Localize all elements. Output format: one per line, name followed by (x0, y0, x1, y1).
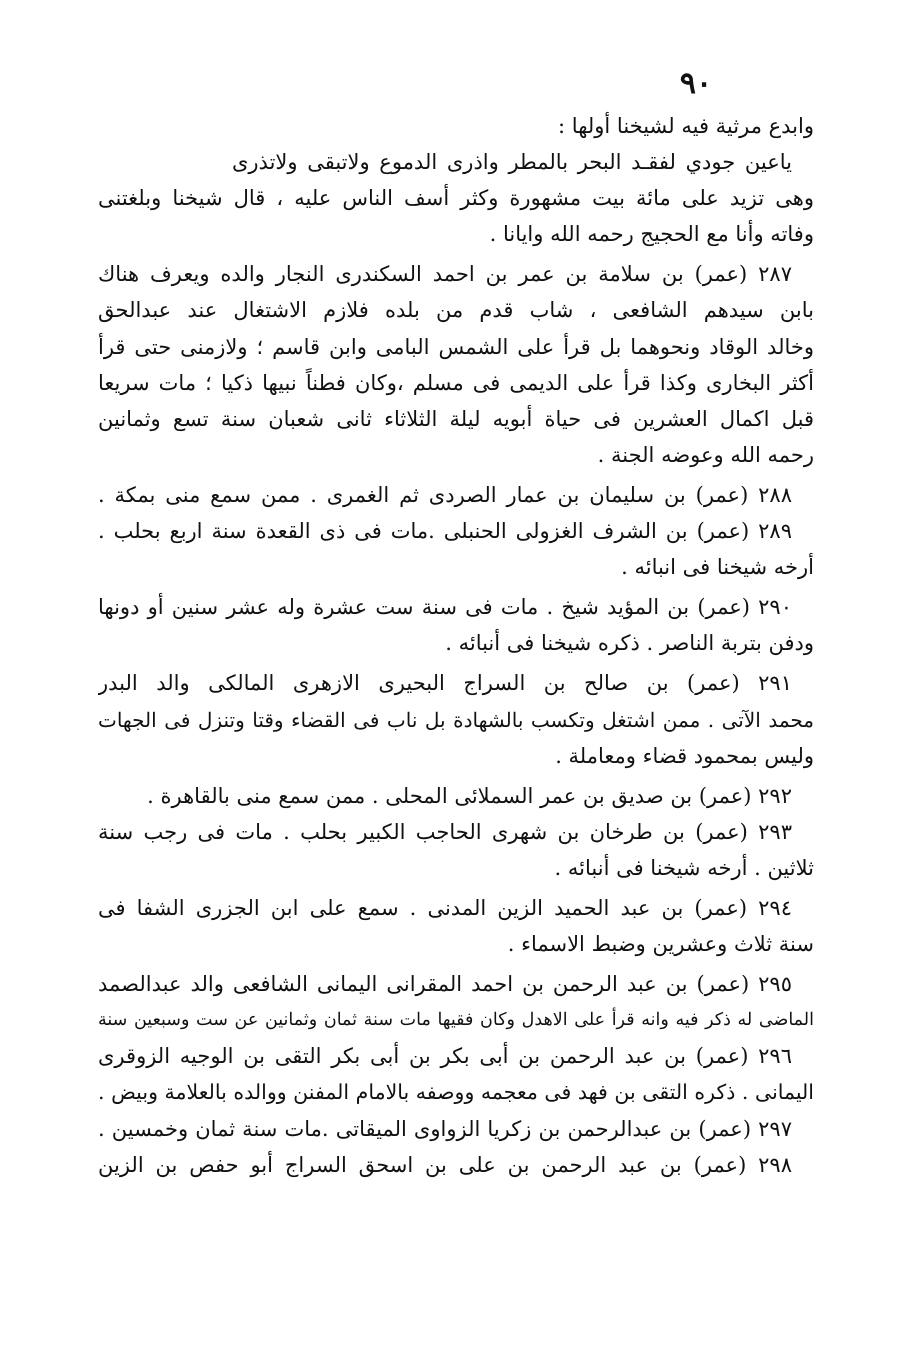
entry-296-line: ٢٩٦ (عمر) بن عبد الرحمن بن أبى بكر بن أبى بكر التقى بن الوجيه الزوقرى (98, 1044, 792, 1069)
entry-289-line: ٢٨٩ (عمر) بن الشرف الغزولى الحنبلى .مات فى ذى القعدة سنة اربع بحلب . (98, 519, 792, 544)
text-line: وهى تزيد على مائة بيت مشهورة وكثر أسف الناس عليه ، قال شيخنا وبلغتنى (98, 186, 814, 211)
entry-290-line: ٢٩٠ (عمر) بن المؤيد شيخ . مات فى سنة ست عشرة وله عشر سنين أو دونها (98, 595, 792, 620)
entry-290-line: ودفن بتربة الناصر . ذكره شيخنا فى أنبائه . (445, 631, 814, 656)
entry-287-line: ٢٨٧ (عمر) بن سلامة بن عمر بن احمد السكندرى النجار والده ويعرف هناك (98, 262, 792, 287)
entry-298-line: ٢٩٨ (عمر) بن عبد الرحمن بن على بن اسحق السراج أبو حفص بن الزين (98, 1152, 792, 1177)
text-line: وابدع مرثية فيه لشيخنا أولها : (558, 114, 814, 138)
poem-verse: ياعين جودي لفقـد البحر بالمطر واذرى الدموع ولاتبقى ولاتذرى (231, 150, 792, 175)
entry-293-line: ٢٩٣ (عمر) بن طرخان بن شهرى الحاجب الكبير بحلب . مات فى رجب سنة (98, 819, 792, 844)
entry-295-line: الماضى له ذكر فيه وانه قرأ على الاهدل وكان فقيها مات سنة ثمان وثمانين عن ست وسبعين سنة (98, 1010, 814, 1031)
entry-292-line: ٢٩٢ (عمر) بن صديق بن عمر السملائى المحلى . ممن سمع منى بالقاهرة . (147, 783, 792, 808)
entry-287-line: رحمه الله وعوضه الجنة . (597, 442, 814, 467)
entry-296-line: اليمانى . ذكره التقى بن فهد فى معجمه ووصفه بالامام المفنن ووالده بالعلامة وبيض . (98, 1080, 814, 1105)
entry-287-line: بابن سيدهم الشافعى ، شاب قدم من بلده فلازم الاشتغال عند عبدالحق (98, 298, 814, 323)
entry-293-line: ثلاثين . أرخه شيخنا فى أنبائه . (554, 855, 814, 880)
entry-287-line: قبل اكمال العشرين فى حياة أبويه ليلة الثلاثاء ثانى شعبان سنة تسع وثمانين (98, 406, 814, 431)
entry-291-line: محمد الآتى . ممن اشتغل وتكسب بالشهادة بل ناب فى القضاء وقتا وتنزل فى الجهات (98, 707, 814, 732)
entry-287-line: وخالد الوقاد ونحوهما بل قرأ على الشمس البامى وابن قاسم ؛ ولازمنى حتى قرأ (98, 334, 814, 359)
entry-294-line: ٢٩٤ (عمر) بن عبد الحميد الزين المدنى . سمع على ابن الجزرى الشفا فى (98, 895, 792, 920)
entry-287-line: أكثر البخارى وكذا قرأ على الديمى فى مسلم ،وكان فطناً نبيها ذكيا ؛ مات سريعا (98, 370, 814, 395)
entry-295-line: ٢٩٥ (عمر) بن عبد الرحمن بن احمد المقرانى اليمانى الشافعى والد عبدالصمد (98, 972, 792, 997)
entry-289-line: أرخه شيخنا فى انبائه . (621, 555, 814, 580)
entry-291-line: ٢٩١ (عمر) بن صالح بن السراج البحيرى الازهرى المالكى والد البدر (98, 671, 792, 696)
entry-297-line: ٢٩٧ (عمر) بن عبدالرحمن بن زكريا الزواوى الميقاتى .مات سنة ثمان وخمسين . (98, 1116, 792, 1141)
entry-288-line: ٢٨٨ (عمر) بن سليمان بن عمار الصردى ثم الغمرى . ممن سمع منى بمكة . (98, 482, 792, 507)
entry-291-line: وليس بمحمود قضاء ومعاملة . (555, 743, 814, 768)
page-number: ٩٠ (679, 66, 713, 101)
text-line: وفاته وأنا مع الحجيج رحمه الله وايانا . (489, 222, 814, 247)
page-text (98, 108, 814, 1183)
entry-294-line: سنة ثلاث وعشرين وضبط الاسماء . (507, 932, 814, 957)
